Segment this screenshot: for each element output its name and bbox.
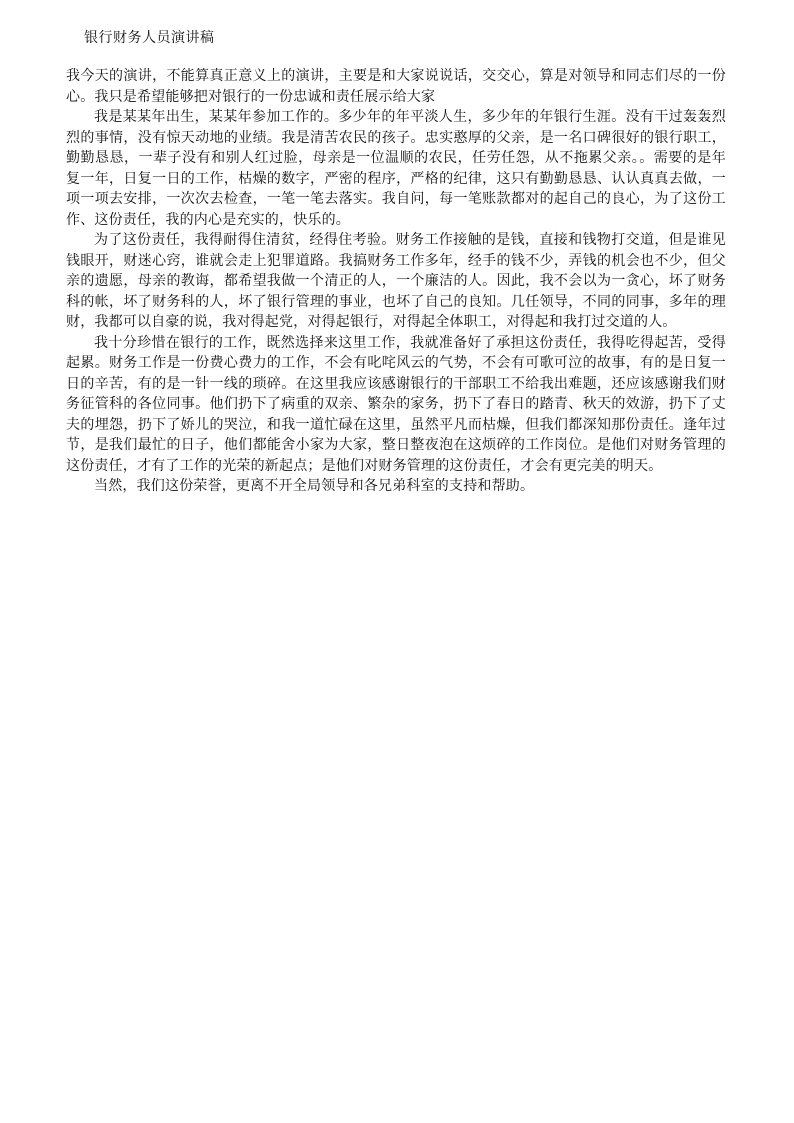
paragraph-3: 为了这份责任，我得耐得住清贫，经得住考验。财务工作接触的是钱，直接和钱物打交道，但是谁见钱眼开，财迷心窍，谁就会走上犯罪道路。我搞财务工作多年，经手的钱不少，弄钱的机会也不少，但父亲的遗愿，母亲的教诲，都希望我做一个清正的人，一个廉洁的人。因此，我不会以为一贪心，坏了财务科的帐，坏了财务科的人，坏了银行管理的事业，也坏了自己的良知。几任领导，不同的同事，多年的理财，我都可以自豪的说，我对得起党，对得起银行，对得起全体职工，对得起和我打过交道的人。	[66, 232, 726, 330]
paragraph-1: 我今天的演讲，不能算真正意义上的演讲，主要是和大家说说话，交交心，算是对领导和同志们尽的一份心。我只是希望能够把对银行的一份忠诚和责任展示给大家	[66, 68, 726, 105]
document-title: 银行财务人员演讲稿	[84, 30, 215, 46]
paragraph-2: 我是某某年出生，某某年参加工作的。多少年的年平淡人生，多少年的年银行生涯。没有干过轰轰烈烈的事情，没有惊天动地的业绩。我是清苦农民的孩子。忠实憨厚的父亲，是一名口碑很好的银行职工，勤勤恳恳，一辈子没有和别人红过脸，母亲是一位温顺的农民，任劳任怨，从不拖累父亲。。需要的是年复一年，日复一日的工作，枯燥的数字，严密的程序，严格的纪律，这只有勤勤恳恳、认认真真去做，一项一项去安排，一次次去检查，一笔一笔去落实。我自问，每一笔账款都对的起自己的良心，为了这份工作、这份责任，我的内心是充实的，快乐的。	[66, 109, 726, 228]
document-body	[66, 66, 726, 497]
paragraph-5: 当然，我们这份荣誉，更离不开全局领导和各兄弟科室的支持和帮助。	[94, 478, 535, 494]
paragraph-4: 我十分珍惜在银行的工作，既然选择来这里工作，我就准备好了承担这份责任，我得吃得起苦，受得起累。财务工作是一份费心费力的工作，不会有叱咤风云的气势，不会有可歌可泣的故事，有的是日复一日的辛苦，有的是一针一线的琐碎。在这里我应该感谢银行的干部职工不给我出难题，还应该感谢我们财务征管科的各位同事。他们扔下了病重的双亲、繁杂的家务，扔下了春日的踏青、秋天的效游，扔下了丈夫的埋怨，扔下了娇儿的哭泣，和我一道忙碌在这里，虽然平凡而枯燥，但我们都深知那份责任。逢年过节，是我们最忙的日子，他们都能舍小家为大家，整日整夜泡在这烦碎的工作岗位。是他们对财务管理的这份责任，才有了工作的光荣的新起点；是他们对财务管理的这份责任，才会有更完美的明天。	[66, 334, 726, 474]
